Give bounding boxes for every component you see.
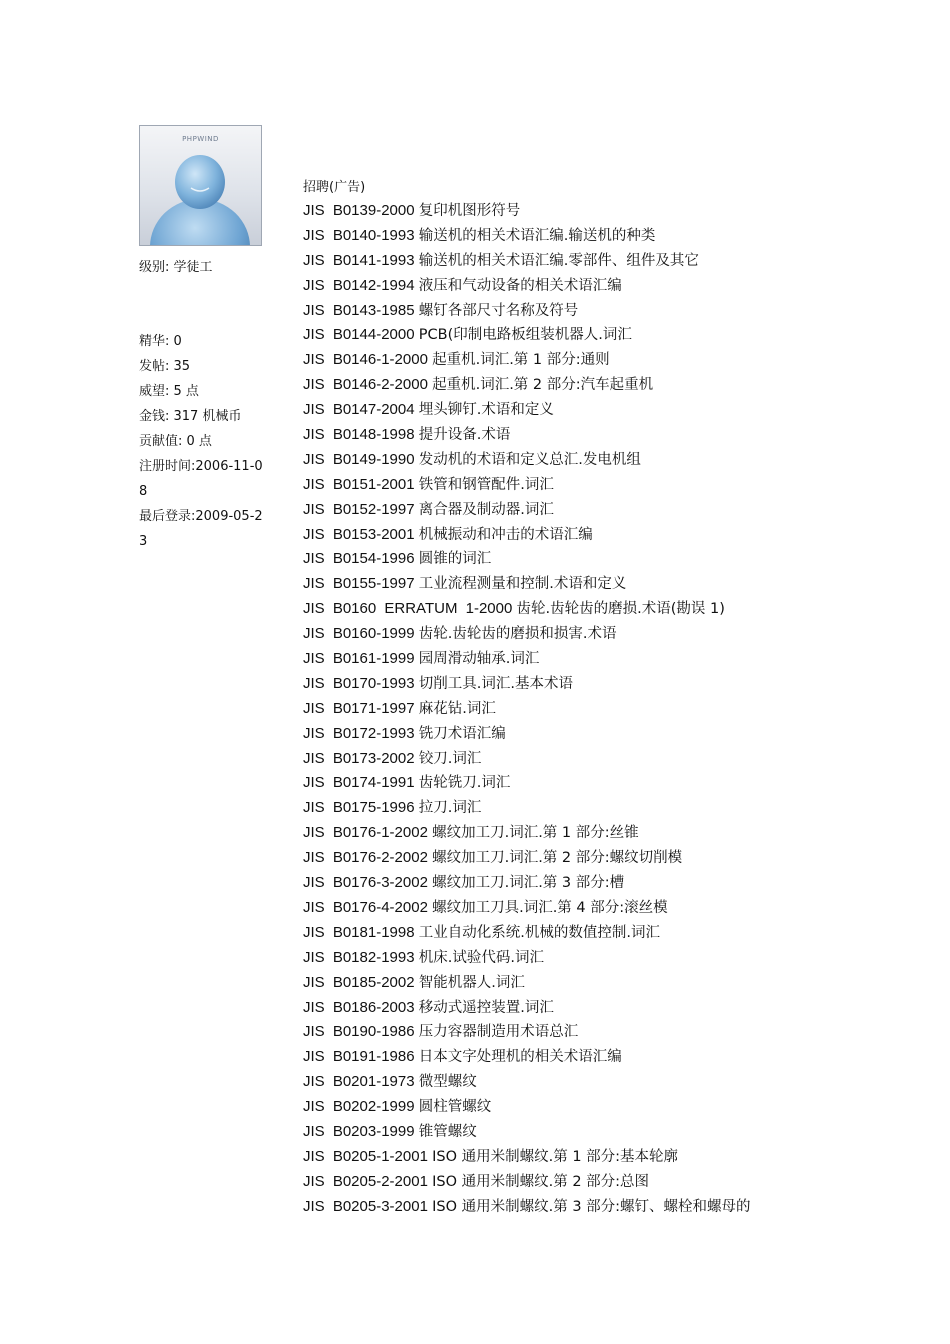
- standard-code: JIS B0155-1997: [303, 575, 415, 593]
- standard-code: JIS B0181-1998: [303, 923, 415, 941]
- standard-title: 输送机的相关术语汇编.零部件、组件及其它: [418, 252, 699, 269]
- standard-title: 螺纹加工刀.词汇.第 3 部分:槽: [432, 875, 625, 892]
- standard-item: [303, 1145, 751, 1170]
- standard-code: JIS B0170-1993: [303, 674, 415, 692]
- standard-title: 铁管和钢管配件.词汇: [418, 476, 554, 493]
- standard-code: JIS B0201-1973: [303, 1073, 415, 1091]
- standard-item: [303, 996, 751, 1021]
- standard-code: JIS B0139-2000: [303, 202, 415, 219]
- standard-item: [303, 473, 751, 498]
- standard-title: 日本文字处理机的相关术语汇编: [418, 1049, 622, 1066]
- standard-item: [303, 199, 751, 224]
- standard-title: 机床.试验代码.词汇: [418, 949, 544, 966]
- standard-title: 齿轮.齿轮齿的磨损和损害.术语: [418, 626, 617, 643]
- standard-code: JIS B0205-3-2001: [303, 1197, 428, 1215]
- standard-code: JIS B0143-1985: [303, 301, 415, 319]
- user-prestige: 威望: 5 点: [139, 384, 199, 399]
- standard-code: JIS B0176-2-2002: [303, 849, 428, 867]
- standard-title: 机械振动和冲击的术语汇编: [418, 526, 593, 543]
- standard-title: 铰刀.词汇: [418, 750, 482, 767]
- standard-item: [303, 971, 751, 996]
- standard-item: [303, 1070, 751, 1095]
- standard-item: [303, 1095, 751, 1120]
- standard-code: JIS B0147-2004: [303, 401, 415, 419]
- standard-item: [303, 697, 751, 722]
- avatar-brand-text: PHPWIND: [182, 135, 219, 143]
- standard-title: 输送机的相关术语汇编.输送机的种类: [418, 227, 656, 244]
- standard-title: 工业自动化系统.机械的数值控制.词汇: [418, 924, 660, 941]
- standard-item: [303, 597, 751, 622]
- standard-item: [303, 224, 751, 249]
- standard-item: [303, 498, 751, 523]
- standard-code: JIS B0176-4-2002: [303, 898, 428, 916]
- standard-code: JIS B0171-1997: [303, 699, 415, 717]
- standard-item: [303, 747, 751, 772]
- standard-item: [303, 323, 751, 348]
- standard-code: JIS B0142-1994: [303, 276, 415, 294]
- standard-title: ISO 通用米制螺纹.第 1 部分:基本轮廓: [432, 1148, 679, 1165]
- standard-title: 齿轮.齿轮齿的磨损.术语(勘误 1): [516, 601, 725, 618]
- last-login-line1: 最后登录:2009-05-2: [139, 509, 263, 524]
- standard-code: JIS B0173-2002: [303, 749, 415, 767]
- standard-code: JIS B0174-1991: [303, 774, 415, 792]
- standard-title: 麻花钻.词汇: [418, 700, 496, 717]
- standard-title: 螺钉各部尺寸名称及符号: [418, 302, 579, 319]
- standard-title: 齿轮铣刀.词汇: [418, 775, 511, 792]
- standard-item: [303, 846, 751, 871]
- standard-item: [303, 771, 751, 796]
- standard-code: JIS B0202-1999: [303, 1098, 415, 1116]
- standard-title: 压力容器制造用术语总汇: [418, 1024, 579, 1041]
- standard-title: 园周滑动轴承.词汇: [418, 651, 540, 668]
- standard-code: JIS B0186-2003: [303, 998, 415, 1016]
- standard-title: 微型螺纹: [418, 1074, 477, 1091]
- standard-code: JIS B0146-2-2000: [303, 376, 428, 394]
- standard-item: [303, 622, 751, 647]
- standard-item: [303, 1120, 751, 1145]
- standard-title: 铣刀术语汇编: [418, 725, 506, 742]
- standard-title: 离合器及制动器.词汇: [418, 501, 554, 518]
- standard-item: [303, 423, 751, 448]
- standard-title: 拉刀.词汇: [418, 800, 482, 817]
- register-time-line1: 注册时间:2006-11-0: [139, 459, 263, 474]
- standard-title: 起重机.词汇.第 1 部分:通则: [432, 352, 610, 369]
- standard-title: 智能机器人.词汇: [418, 974, 525, 991]
- standard-item: [303, 821, 751, 846]
- user-silhouette-icon: [140, 126, 261, 245]
- last-login-line2: 3: [139, 534, 148, 549]
- standard-title: 螺纹加工刀.词汇.第 2 部分:螺纹切削模: [432, 850, 683, 867]
- standard-title: ISO 通用米制螺纹.第 3 部分:螺钉、螺栓和螺母的: [432, 1198, 751, 1215]
- standard-title: 螺纹加工刀具.词汇.第 4 部分:滚丝模: [432, 899, 668, 916]
- standard-item: [303, 299, 751, 324]
- standard-item: [303, 373, 751, 398]
- standard-title: 发动机的术语和定义总汇.发电机组: [418, 451, 641, 468]
- standard-code: JIS B0176-1-2002: [303, 824, 428, 842]
- standards-list: [303, 199, 751, 1220]
- standard-title: 切削工具.词汇.基本术语: [418, 675, 573, 692]
- standard-title: 锥管螺纹: [418, 1123, 477, 1140]
- standard-title: 埋头铆钉.术语和定义: [418, 402, 554, 419]
- standard-code: JIS B0205-1-2001: [303, 1147, 428, 1165]
- standard-item: [303, 523, 751, 548]
- standard-code: JIS B0153-2001: [303, 525, 415, 543]
- standard-code: JIS B0148-1998: [303, 426, 415, 444]
- standard-title: 工业流程测量和控制.术语和定义: [418, 576, 627, 593]
- standard-code: JIS B0161-1999: [303, 650, 415, 668]
- standard-title: PCB(印制电路板组装机器人.词汇: [418, 327, 632, 344]
- standard-item: [303, 249, 751, 274]
- standard-code: JIS B0172-1993: [303, 724, 415, 742]
- standard-title: 起重机.词汇.第 2 部分:汽车起重机: [432, 377, 654, 394]
- standard-code: JIS B0182-1993: [303, 948, 415, 966]
- standard-item: [303, 1195, 751, 1220]
- user-contribution: 贡献值: 0 点: [139, 434, 212, 449]
- user-posts: 发帖: 35: [139, 359, 191, 374]
- standard-title: 圆锥的词汇: [418, 551, 492, 568]
- user-avatar: [139, 125, 262, 246]
- standard-item: [303, 1045, 751, 1070]
- standard-code: JIS B0205-2-2001: [303, 1172, 428, 1190]
- standard-code: JIS B0140-1993: [303, 226, 415, 244]
- standard-code: JIS B0151-2001: [303, 475, 415, 493]
- standard-code: JIS B0175-1996: [303, 799, 415, 817]
- standard-code: JIS B0146-1-2000: [303, 351, 428, 369]
- standard-item: [303, 946, 751, 971]
- standard-title: 复印机图形符号: [418, 203, 521, 219]
- user-money: 金钱: 317 机械币: [139, 409, 242, 424]
- standard-item: [303, 1020, 751, 1045]
- ad-link[interactable]: 招聘(广告): [303, 180, 366, 195]
- standard-title: 移动式遥控装置.词汇: [418, 999, 554, 1016]
- standard-code: JIS B0176-3-2002: [303, 874, 428, 892]
- standard-code: JIS B0191-1986: [303, 1048, 415, 1066]
- standard-item: [303, 398, 751, 423]
- standard-title: 提升设备.术语: [418, 427, 511, 444]
- standard-title: 圆柱管螺纹: [418, 1099, 492, 1116]
- standard-title: 液压和气动设备的相关术语汇编: [418, 277, 622, 294]
- standard-code: JIS B0185-2002: [303, 973, 415, 991]
- standard-item: [303, 274, 751, 299]
- standard-item: [303, 547, 751, 572]
- standard-item: [303, 647, 751, 672]
- standard-code: JIS B0152-1997: [303, 500, 415, 518]
- user-elite: 精华: 0: [139, 334, 182, 349]
- standard-item: [303, 672, 751, 697]
- standard-code: JIS B0154-1996: [303, 550, 415, 568]
- standard-item: [303, 572, 751, 597]
- register-time-line2: 8: [139, 484, 148, 499]
- standard-item: [303, 722, 751, 747]
- standard-item: [303, 871, 751, 896]
- standard-code: JIS B0203-1999: [303, 1122, 415, 1140]
- standard-title: 螺纹加工刀.词汇.第 1 部分:丝锥: [432, 825, 639, 842]
- standard-title: ISO 通用米制螺纹.第 2 部分:总图: [432, 1173, 650, 1190]
- standard-code: JIS B0144-2000: [303, 326, 415, 344]
- user-level: 级别: 学徒工: [139, 260, 213, 275]
- standard-item: [303, 896, 751, 921]
- standard-code: JIS B0160-1999: [303, 625, 415, 643]
- standard-code: JIS B0149-1990: [303, 450, 415, 468]
- standard-item: [303, 1170, 751, 1195]
- standard-code: JIS B0160 ERRATUM 1-2000: [303, 600, 513, 618]
- standard-item: [303, 921, 751, 946]
- standard-item: [303, 796, 751, 821]
- standard-item: [303, 348, 751, 373]
- standard-code: JIS B0190-1986: [303, 1023, 415, 1041]
- standard-item: [303, 448, 751, 473]
- standard-code: JIS B0141-1993: [303, 251, 415, 269]
